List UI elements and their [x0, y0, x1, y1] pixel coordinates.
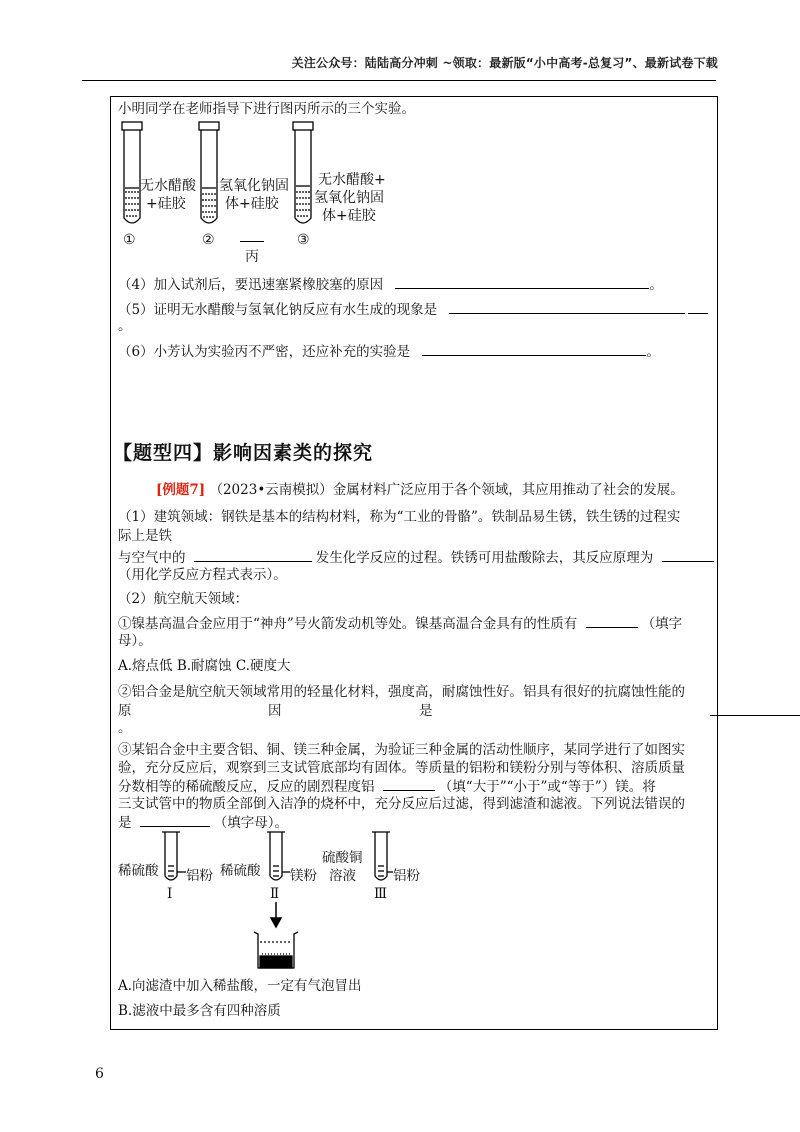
q2-1-line1 — [118, 613, 682, 634]
q1-line3-part-b: 发生化学反应的过程。铁锈可用盐酸除去，其反应原理为 — [315, 550, 654, 566]
tube1-label-line1: 无水醋酸 — [140, 178, 196, 194]
q2-2-word-2: 因 — [268, 703, 282, 719]
example-7 — [156, 480, 684, 500]
question-5-text: （5）证明无水醋酸与氢氧化钠反应有水生成的现象是 — [118, 302, 438, 318]
question-6-text: （6）小芳认为实验丙不严密，还应补充的实验是 — [118, 344, 411, 360]
answer-blank-q4[interactable] — [395, 274, 649, 289]
answer-blank-reaction-rate[interactable] — [383, 776, 435, 791]
q2-1-line2: 母）。 — [118, 633, 152, 649]
fig-tube3-left-line2: 溶液 — [329, 868, 356, 884]
q2-3-line2: 验，充分反应后，观察到三支试管底部均有固体。等质量的铝粉和镁粉分别与等体积、溶质质量 — [118, 760, 685, 776]
fig-tube1-num: Ⅰ — [167, 886, 173, 902]
caption-rule — [240, 241, 264, 242]
tube1-number: ① — [123, 232, 136, 248]
experiment-tube-1 — [162, 832, 186, 880]
test-tube-2 — [199, 122, 219, 223]
fig-tube3-right: 铝粉 — [393, 868, 420, 884]
fig-tube2-num: Ⅱ — [270, 886, 280, 902]
q2-2-word-3: 是 — [419, 703, 433, 719]
tube3-label-line3: 体+硅胶 — [322, 208, 376, 224]
tube3-label-line1: 无水醋酸+ — [318, 172, 386, 188]
experiment-tube-2 — [267, 832, 290, 880]
test-tube-3 — [293, 122, 313, 223]
q5-end: 。 — [118, 318, 132, 334]
q2-3-line4: 三支试管中的物质全部倒入洁净的烧杯中，充分反应后过滤，得到滤渣和滤液。下列说法错误的 — [118, 796, 685, 812]
fig-tube3-num: Ⅲ — [374, 886, 388, 902]
q2-1-options: A.熔点低 B.耐腐蚀 C.硬度大 — [118, 658, 291, 674]
q2-1-text: ①镍基高温合金应用于“神舟”号火箭发动机等处。镍基高温合金具有的性质有 — [118, 616, 578, 632]
page-header: 关注公众号：陆陆高分冲刺 ~领取：最新版“小中高考-总复习”、最新试卷下载 — [291, 56, 718, 70]
q6-period: 。 — [646, 344, 660, 360]
section-title: 【题型四】影响因素类的探究 — [113, 442, 374, 464]
tube3-label-line2: 氢氧化钠固 — [314, 190, 384, 206]
test-tube-1 — [122, 122, 142, 223]
fig-tube3-left-line1: 硫酸铜 — [322, 850, 363, 866]
question-6 — [118, 341, 660, 362]
option-a[interactable]: A.向滤渣中加入稀盐酸，一定有气泡冒出 — [118, 978, 362, 994]
q2-1-fill-note: （填字 — [641, 616, 683, 632]
answer-blank-equation[interactable] — [662, 547, 714, 562]
beaker — [254, 932, 298, 968]
down-arrow — [271, 902, 281, 927]
answer-blank-q2-1[interactable] — [586, 613, 638, 628]
q4-period: 。 — [649, 277, 663, 293]
question-4-text: （4）加入试剂后，要迅速塞紧橡胶塞的原因 — [118, 277, 384, 293]
option-b[interactable]: B.滤液中最多含有四种溶质 — [118, 1003, 281, 1019]
header-rule — [82, 80, 716, 81]
fig-tube1-right: 铝粉 — [186, 868, 213, 884]
tube2-number: ② — [202, 232, 215, 248]
answer-blank-air-component[interactable] — [194, 547, 312, 562]
q1-line1: （1）建筑领域：钢铁是基本的结构材料，称为“工业的骨骼”。铁制品易生锈，铁生锈的过程实 — [118, 509, 681, 525]
answer-blank-wrong-option[interactable] — [140, 812, 210, 827]
answer-blank-q6[interactable] — [422, 341, 646, 356]
answer-blank-q5[interactable] — [449, 299, 685, 314]
tube2-label-line2: 体+硅胶 — [225, 196, 279, 212]
q2-3-line1: ③某铝合金中主要含铝、铜、镁三种金属，为验证三种金属的活动性顺序，某同学进行了如图实 — [118, 742, 685, 758]
page-number: 6 — [95, 1066, 104, 1082]
fig-tube2-left: 稀硫酸 — [220, 863, 261, 879]
question-5 — [118, 299, 708, 320]
q2-2-end: 。 — [118, 720, 132, 736]
question-4 — [118, 274, 663, 295]
answer-blank-q5-tail[interactable] — [688, 299, 708, 314]
q2-3-line3-part-a: 分数相等的稀硫酸反应，反应的剧烈程度铝 — [118, 779, 375, 795]
example-tag: [例题7] — [156, 482, 206, 498]
q2-2-word-1: 原 — [118, 703, 132, 719]
figure-caption: 丙 — [245, 249, 259, 265]
q2-3-line5-part-a: 是 — [118, 815, 132, 831]
tube2-label-line1: 氢氧化钠固 — [219, 178, 289, 194]
example-text: （2023•云南模拟）金属材料广泛应用于各个领域，其应用推动了社会的发展。 — [209, 482, 684, 498]
q2-2-line1: ②铝合金是航空航天领域常用的轻量化材料，强度高，耐腐蚀性好。铝具有很好的抗腐蚀性能的 — [118, 684, 685, 700]
q2-heading: （2）航空航天领域： — [118, 591, 249, 607]
q1-line2: 际上是铁 — [118, 528, 172, 544]
q2-3-line3-part-b: （填“大于”“小于”或“等于”）镁。将 — [438, 779, 656, 795]
fig-tube1-left: 稀硫酸 — [118, 863, 159, 879]
q2-3-line5-part-b: （填字母）。 — [213, 815, 289, 831]
q1-line4: （用化学反应方程式表示）。 — [118, 567, 287, 583]
experiment-tube-3 — [372, 832, 393, 880]
part3-intro: 小明同学在老师指导下进行图丙所示的三个实验。 — [118, 101, 415, 117]
q1-line3-part-a: 与空气中的 — [118, 550, 186, 566]
tube3-number: ③ — [297, 232, 310, 248]
answer-blank-q2-2[interactable] — [710, 715, 800, 716]
fig-tube2-right: 镁粉 — [290, 868, 317, 884]
tube1-label-line2: +硅胶 — [146, 196, 186, 212]
